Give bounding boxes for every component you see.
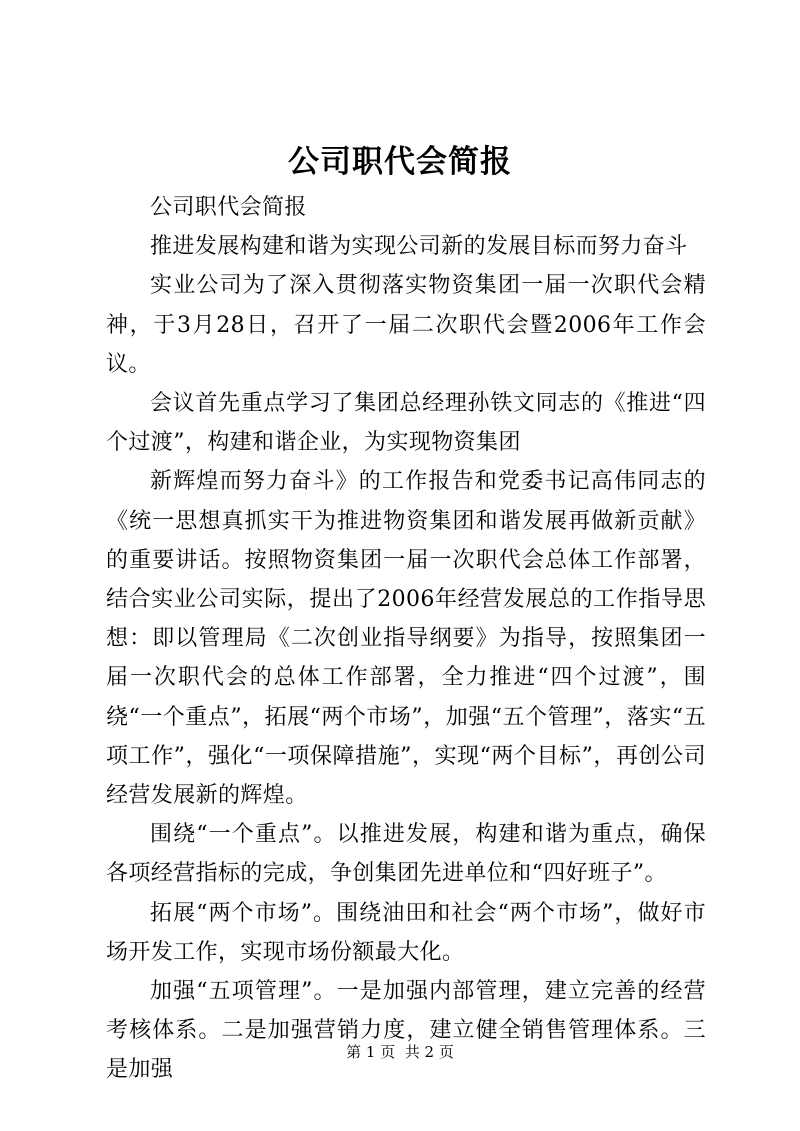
paragraph-guideline: 新辉煌而努力奋斗》的工作报告和党委书记高伟同志的《统一思想真抓实干为推进物资集团和谐发展再做新贡献》的重要讲话。按照物资集团一届一次职代会总体工作部署，结合实业公司实际，提出了2006年经营发展总的工作指导思想：即以管理局《二次创业指导纲要》为指导，按照集团一届一次职代会的总体工作部署，全力推进“四个过渡”，围绕“一个重点”，拓展“两个市场”，加强“五个管理”，落实“五项工作”，强化“一项保障措施”，实现“两个目标”，再创公司经营发展新的辉煌。 — [106, 469, 706, 809]
page-number: 第 1 页 — [346, 1043, 396, 1061]
page-title: 公司职代会简报 — [288, 144, 512, 180]
document-body — [106, 188, 706, 1090]
paragraph-subtitle: 公司职代会简报 — [150, 195, 307, 220]
paragraph-markets: 拓展“两个市场”。围绕油田和社会“两个市场”，做好市场开发工作，实现市场份额最大化。 — [106, 900, 706, 965]
paragraph-headline: 推进发展构建和谐为实现公司新的发展目标而努力奋斗 — [150, 234, 688, 260]
paragraph-management: 加强“五项管理”。一是加强内部管理，建立完善的经营考核体系。二是加强营销力度，建立健全销售管理体系。三是加强 — [106, 979, 706, 1083]
paragraph-focus: 围绕“一个重点”。以推进发展，构建和谐为重点，确保各项经营指标的完成，争创集团先进单位和“四好班子”。 — [106, 822, 706, 887]
paragraph-intro: 实业公司为了深入贯彻落实物资集团一届一次职代会精神，于3月28日，召开了一届二次职代会暨2006年工作会议。 — [106, 273, 706, 377]
page-footer — [0, 1042, 800, 1062]
paragraph-study: 会议首先重点学习了集团总经理孙铁文同志的《推进“四个过渡”，构建和谐企业，为实现物资集团 — [106, 391, 706, 456]
page-total: 共 2 页 — [404, 1043, 454, 1061]
